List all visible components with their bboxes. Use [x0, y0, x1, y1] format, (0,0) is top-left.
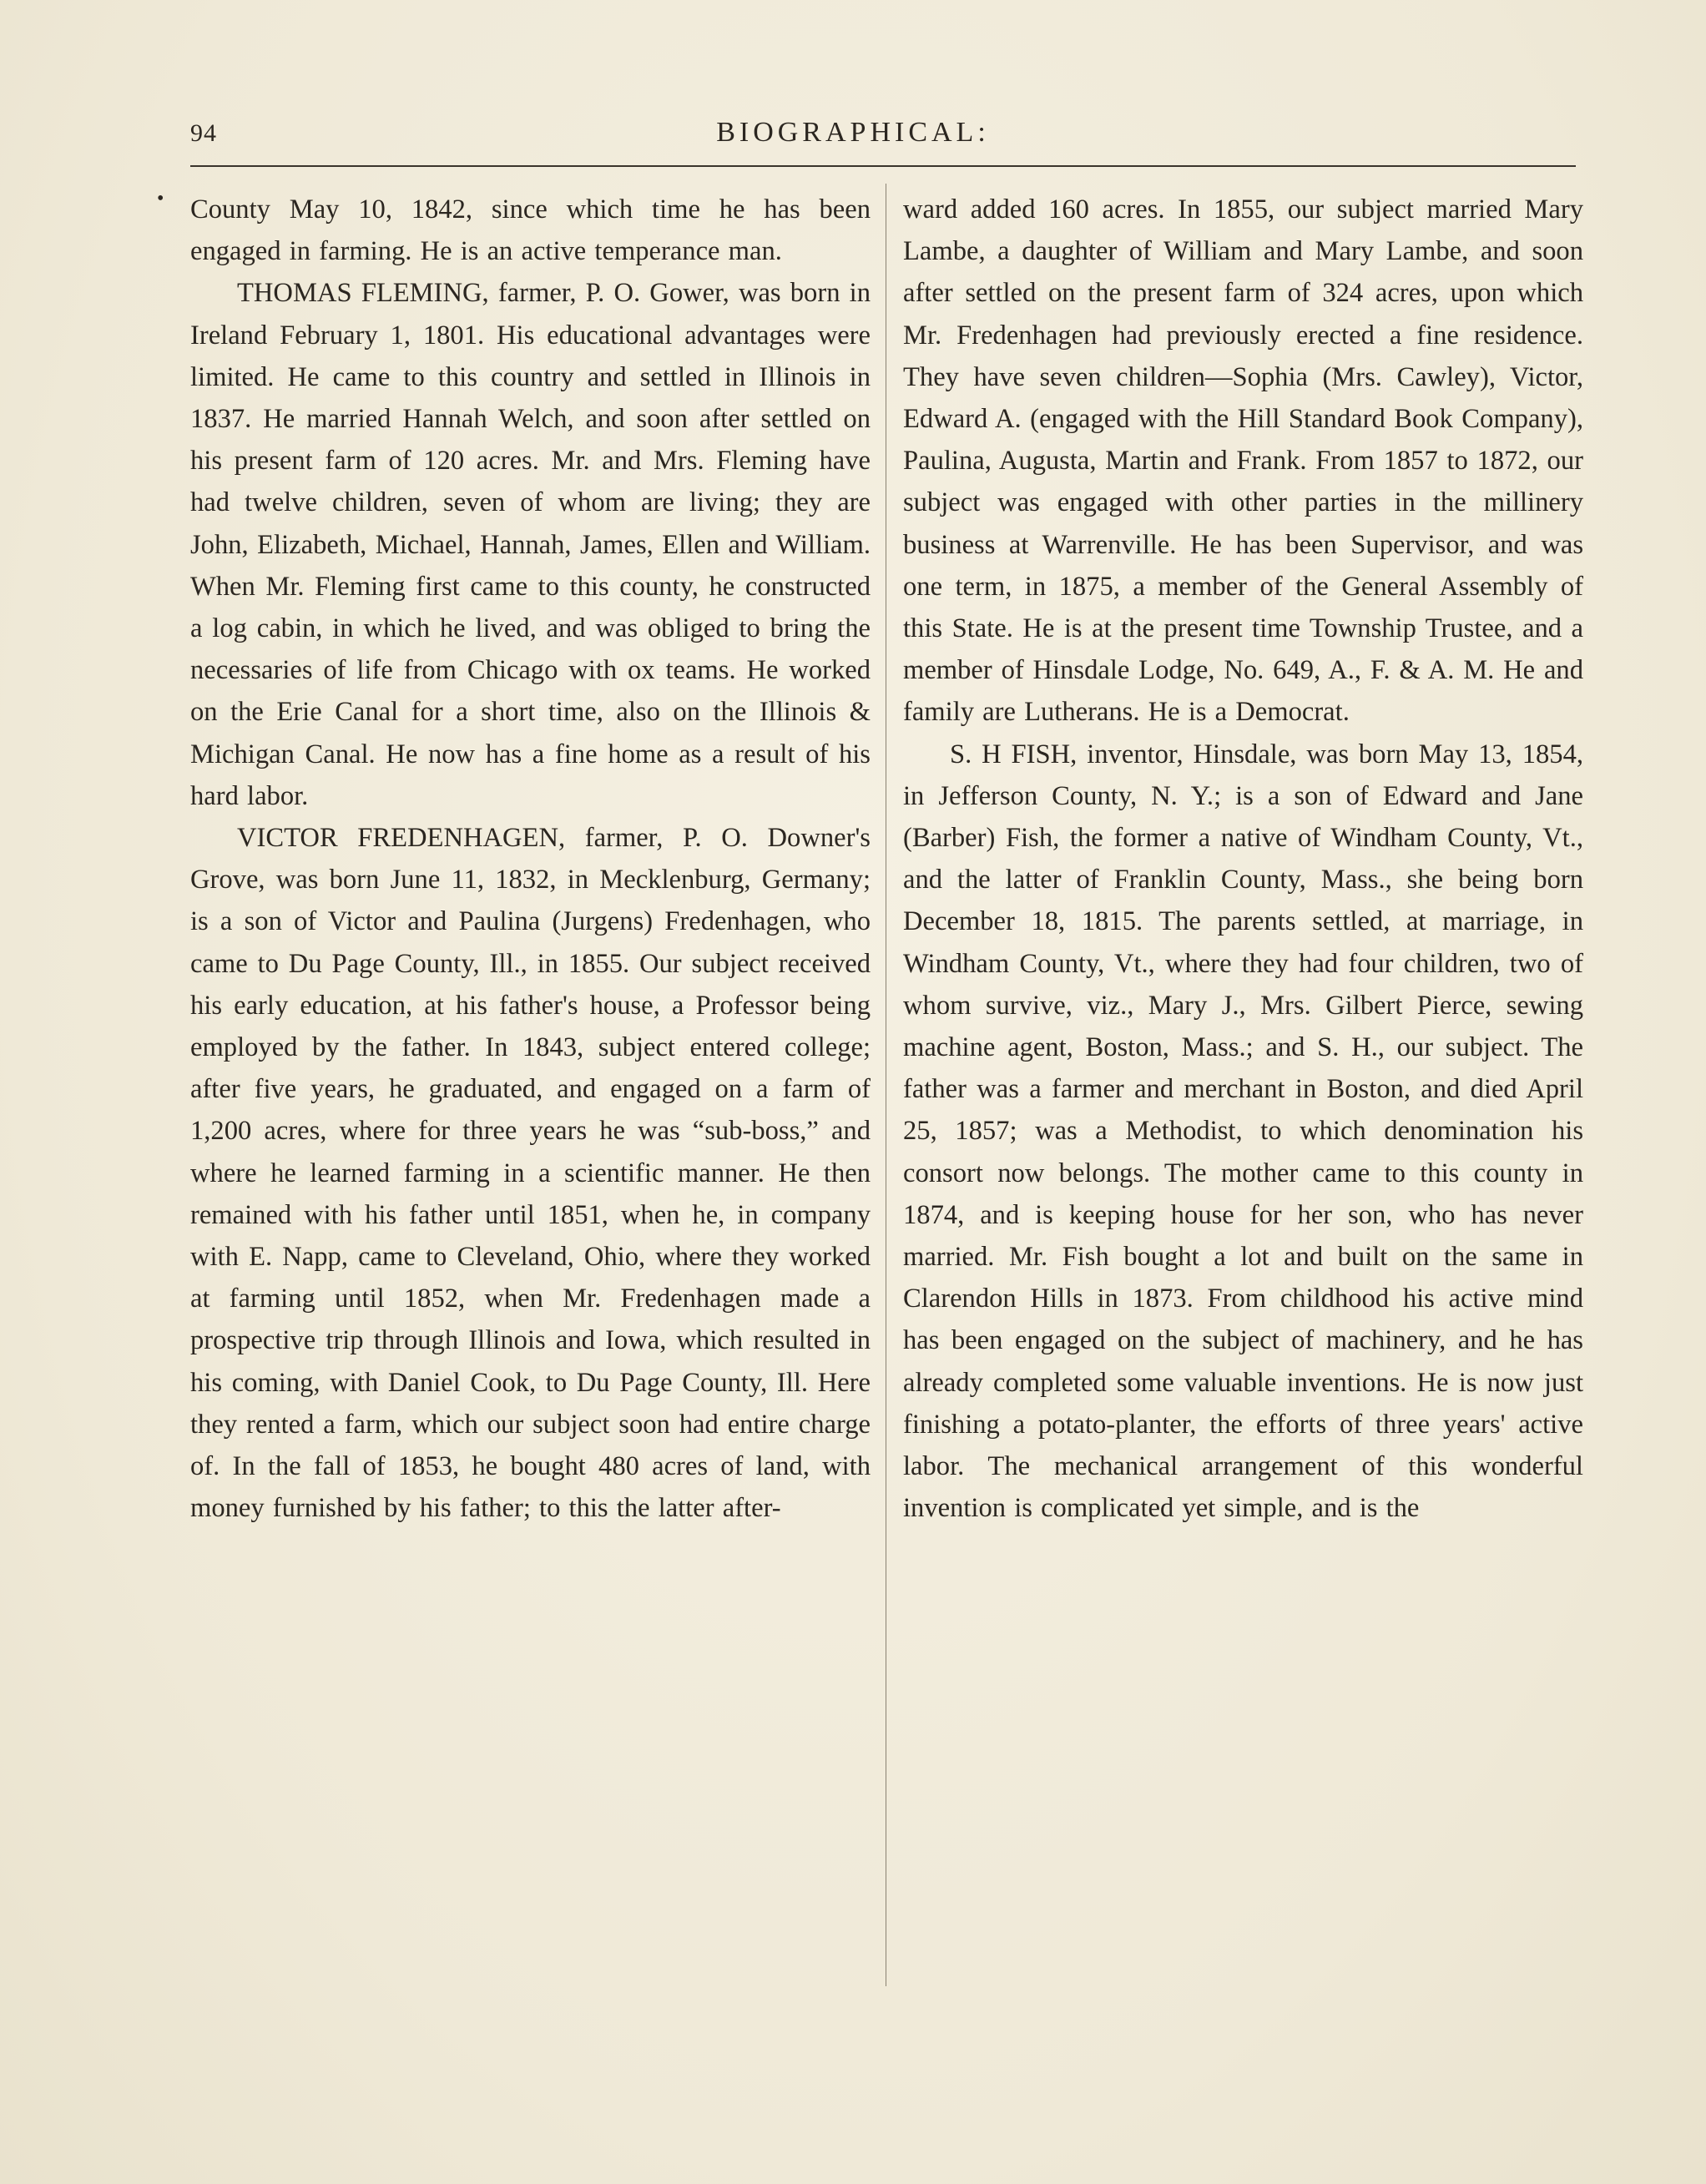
paragraph-continued-fredenhagen: ward added 160 acres. In 1855, our subject married Mary Lambe, a daughter of William and Mary Lambe, and soon after settled on the present farm of 324 acres, upon which Mr. Fredenhagen had previously erected a fine residence. They have seven children—Sophia (Mrs. Cawley), Victor, Edward A. (engaged with the Hill Standard Book Company), Paulina, Augusta, Martin and Frank. From 1857 to 1872, our subject was engaged with other parties in the millinery business at Warrenville. He has been Supervisor, and was one term, in 1875, a member of the General Assembly of this State. He is at the present time Township Trustee, and a member of Hinsdale Lodge, No. 649, A., F. & A. M. He and family are Lutherans. He is a Democrat.: [903, 194, 1583, 728]
entry-thomas-fleming: THOMAS FLEMING, farmer, P. O. Gower, was born in Ireland February 1, 1801. His educational advantages were limited. He came to this country and settled in Illinois in 1837. He married Hannah Welch, and soon after settled on his present farm of 120 acres. Mr. and Mrs. Fleming have had twelve children, seven of whom are living; they are John, Elizabeth, Michael, Hannah, James, Ellen and William. When Mr. Fleming first came to this county, he constructed a log cabin, in which he lived, and was obliged to bring the necessaries of life from Chicago with ox teams. He worked on the Erie Canal for a short time, also on the Illinois & Michigan Canal. He now has a fine home as a result of his hard labor.: [190, 278, 871, 811]
left-column: [190, 189, 871, 1530]
margin-mark: •: [157, 188, 164, 209]
running-head: BIOGRAPHICAL:: [716, 117, 990, 148]
entry-s-h-fish: S. H FISH, inventor, Hinsdale, was born May 13, 1854, in Jefferson County, N. Y.; is a son of Edward and Jane (Barber) Fish, the former a native of Windham County, Vt., and the latter of Franklin County, Mass., she being born December 18, 1815. The parents settled, at marriage, in Windham County, Vt., where they had four children, two of whom survive, viz., Mary J., Mrs. Gilbert Pierce, sewing machine agent, Boston, Mass.; and S. H., our subject. The father was a farmer and merchant in Boston, and died April 25, 1857; was a Methodist, to which denomination his consort now belongs. The mother came to this county in 1874, and is keeping house for her son, who has never married. Mr. Fish bought a lot and built on the same in Clarendon Hills in 1873. From childhood his active mind has been engaged on the subject of machinery, and he has already completed some valuable inventions. He is now just finishing a potato-planter, the efforts of three years' active labor. The mechanical arrangement of this wonderful invention is complicated yet simple, and is the: [903, 739, 1583, 1524]
paragraph-continued: County May 10, 1842, since which time he has been engaged in farming. He is an active temperance man.: [190, 194, 871, 267]
header-rule: [190, 165, 1576, 167]
right-column: [903, 189, 1583, 1530]
page-number: 94: [190, 119, 217, 147]
entry-victor-fredenhagen: VICTOR FREDENHAGEN, farmer, P. O. Downer's Grove, was born June 11, 1832, in Mecklenburg, Germany; is a son of Victor and Paulina (Jurgens) Fredenhagen, who came to Du Page County, Ill., in 1855. Our subject received his early education, at his father's house, a Professor being employed by the father. In 1843, subject entered college; after five years, he graduated, and engaged on a farm of 1,200 acres, where for three years he was “sub-boss,” and where he learned farming in a scientific manner. He then remained with his father until 1851, when he, in company with E. Napp, came to Cleveland, Ohio, where they worked at farming until 1852, when Mr. Fredenhagen made a prospective trip through Illinois and Iowa, which resulted in his coming, with Daniel Cook, to Du Page County, Ill. Here they rented a farm, which our subject soon had entire charge of. In the fall of 1853, he bought 480 acres of land, with money furnished by his father; to this the latter after-: [190, 823, 871, 1524]
